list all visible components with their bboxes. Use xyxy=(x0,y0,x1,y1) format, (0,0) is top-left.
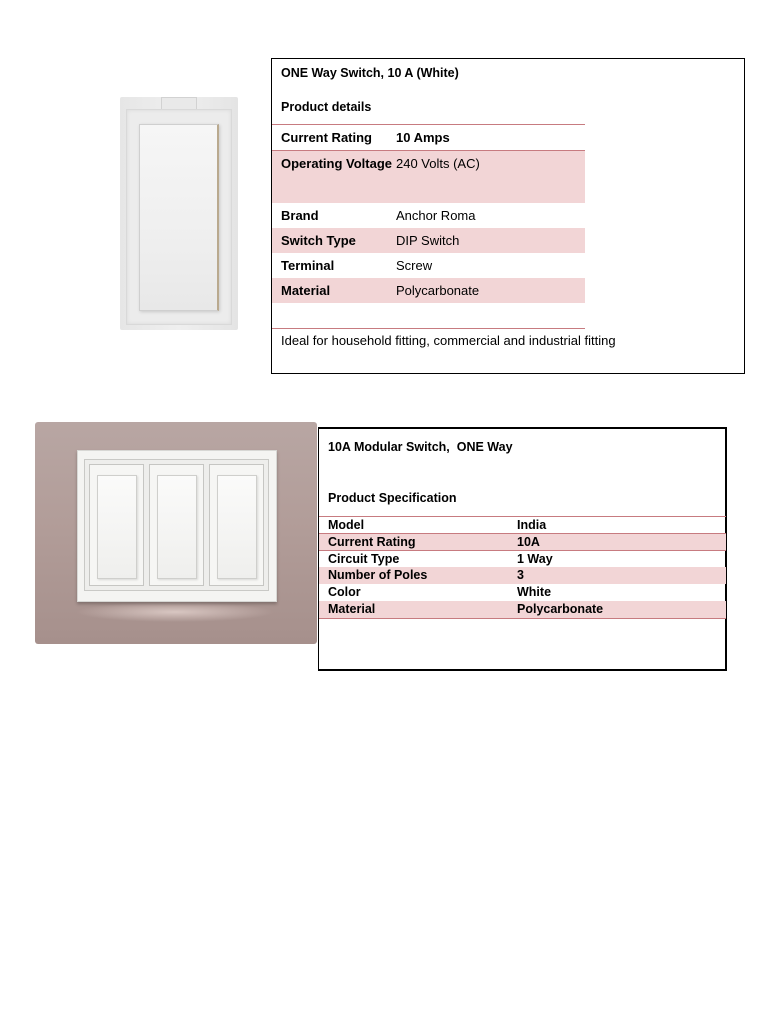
spec-value: 240 Volts (AC) xyxy=(396,156,480,171)
switch-module xyxy=(89,464,144,586)
spec-value: Polycarbonate xyxy=(517,602,604,616)
product-specification-heading: Product Specification xyxy=(328,491,457,505)
spec-label: Color xyxy=(328,585,361,599)
spec-end-rule xyxy=(272,328,585,329)
spec-row-switch-type xyxy=(272,228,585,253)
switch-module xyxy=(209,464,264,586)
spec-table-1 xyxy=(272,124,585,329)
spec-row-color xyxy=(319,584,726,601)
spec-row-current-rating xyxy=(319,533,726,550)
spec-value: Polycarbonate xyxy=(396,283,480,298)
plate-reflection xyxy=(75,602,275,622)
spec-value: White xyxy=(517,585,552,599)
switch-frame xyxy=(126,109,232,325)
spec-label: Material xyxy=(328,602,376,616)
spec-value: 10A xyxy=(517,535,540,549)
product-details-heading: Product details xyxy=(281,100,372,114)
product-title-2: 10A Modular Switch, ONE Way xyxy=(328,440,513,454)
spec-value: Screw xyxy=(396,258,433,273)
spec-row-current-rating xyxy=(272,124,585,150)
spec-value: 3 xyxy=(517,568,524,582)
spec-label: Model xyxy=(328,518,365,532)
spec-value: DIP Switch xyxy=(396,233,460,248)
spec-row-model xyxy=(319,516,726,533)
spec-spacer-row xyxy=(272,303,585,328)
spec-label: Material xyxy=(281,283,331,298)
spec-table-2 xyxy=(319,516,726,619)
spec-label: Current Rating xyxy=(281,130,372,145)
switch-key xyxy=(217,475,257,579)
one-way-switch-image xyxy=(120,97,238,330)
product-details-box-2 xyxy=(318,427,727,671)
switch-key xyxy=(157,475,197,579)
switch-module-frame xyxy=(84,459,269,591)
modular-switch-plate-image xyxy=(35,422,317,644)
spec-row-material xyxy=(319,601,726,618)
spec-row-material xyxy=(272,278,585,303)
switch-plate xyxy=(77,450,277,602)
spec-label: Operating Voltage xyxy=(281,156,392,171)
spec-row-terminal xyxy=(272,253,585,278)
product-details-box-1 xyxy=(271,58,745,374)
spec-value: Anchor Roma xyxy=(396,208,476,223)
spec-value: India xyxy=(517,518,547,532)
spec-end-rule xyxy=(319,618,726,619)
spec-row-operating-voltage xyxy=(272,150,585,203)
product-usage-note: Ideal for household fitting, commercial and industrial fitting xyxy=(281,333,616,348)
spec-label: Circuit Type xyxy=(328,552,400,566)
switch-key xyxy=(97,475,137,579)
spec-row-circuit-type xyxy=(319,550,726,567)
spec-label: Switch Type xyxy=(281,233,356,248)
switch-rocker xyxy=(139,124,219,311)
spec-value: 10 Amps xyxy=(396,130,450,145)
product-title-1: ONE Way Switch, 10 A (White) xyxy=(281,66,459,80)
spec-row-number-of-poles xyxy=(319,567,726,584)
spec-label: Number of Poles xyxy=(328,568,428,582)
switch-module xyxy=(149,464,204,586)
spec-row-brand xyxy=(272,203,585,228)
spec-value: 1 Way xyxy=(517,552,553,566)
spec-label: Terminal xyxy=(281,258,335,273)
spec-label: Current Rating xyxy=(328,535,416,549)
spec-label: Brand xyxy=(281,208,319,223)
